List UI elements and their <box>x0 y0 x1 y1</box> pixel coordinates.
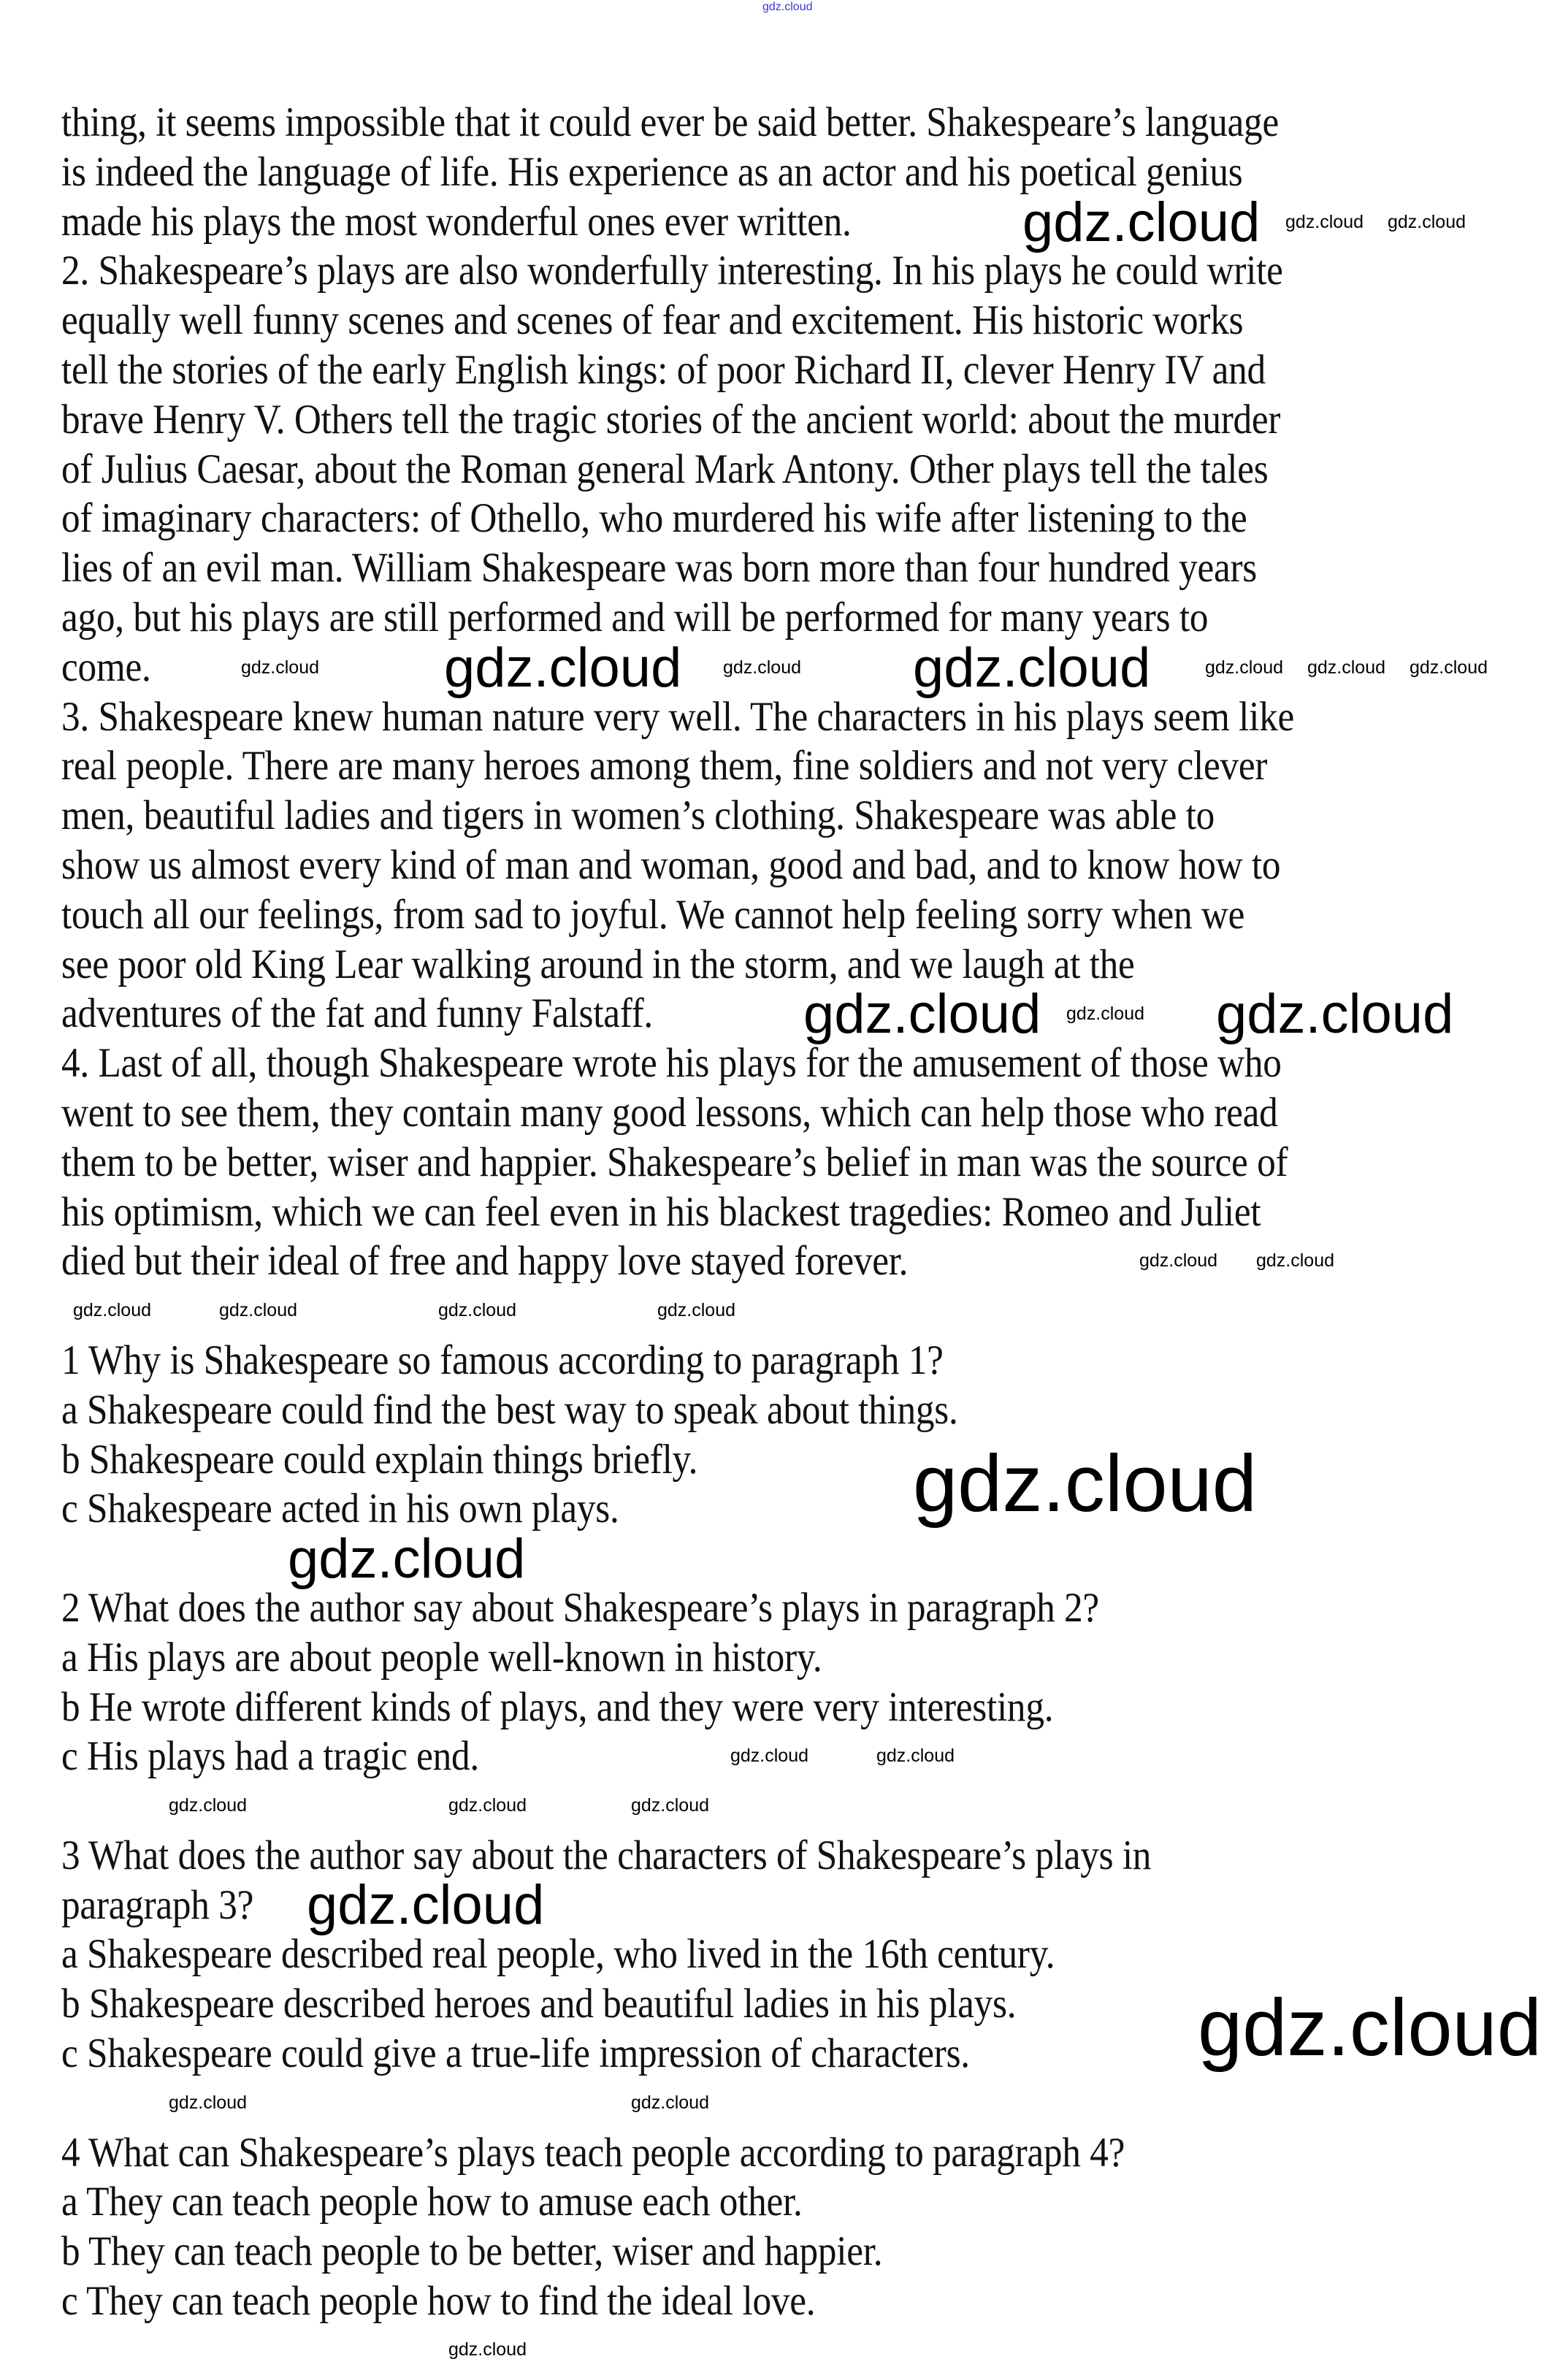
passage-line: real people. There are many heroes among them, fine soldiers and not very clever <box>61 743 1268 790</box>
answer-option-c: c Shakespeare could give a true-life impression of characters. <box>61 2030 970 2077</box>
question-4 <box>61 2128 1522 2326</box>
answer-option-c: c His plays had a tragic end. <box>61 1733 479 1780</box>
watermark: gdz.cloud <box>448 1795 527 1816</box>
answer-option-c: c They can teach people how to find the ideal love. <box>61 2278 816 2325</box>
question-text: 2 What does the author say about Shakespeare’s plays in paragraph 2? <box>61 1584 1099 1631</box>
watermark: gdz.cloud <box>1066 1003 1145 1024</box>
watermark: gdz.cloud <box>169 2092 248 2113</box>
watermark: gdz.cloud <box>448 2339 527 2360</box>
watermark: gdz.cloud <box>1022 191 1261 253</box>
answer-option-a: a His plays are about people well-known in history. <box>61 1634 822 1681</box>
watermark: gdz.cloud <box>444 637 682 699</box>
passage-line: tell the stories of the early English kings: of poor Richard II, clever Henry IV and <box>61 346 1266 393</box>
passage-line: ago, but his plays are still performed and will be performed for many years to <box>61 594 1209 641</box>
passage-line: equally well funny scenes and scenes of fear and excitement. His historic works <box>61 297 1244 344</box>
watermark: gdz.cloud <box>1410 657 1488 678</box>
answer-option-c: c Shakespeare acted in his own plays. <box>61 1486 619 1532</box>
watermark: gdz.cloud <box>219 1300 298 1320</box>
passage-line: men, beautiful ladies and tigers in women’s clothing. Shakespeare was able to <box>61 792 1215 839</box>
watermark: gdz.cloud <box>1216 983 1454 1045</box>
passage-line: 2. Shakespeare’s plays are also wonderfully interesting. In his plays he could write <box>61 248 1283 294</box>
answer-option-a: a Shakespeare described real people, who lived in the 16th century. <box>61 1931 1055 1978</box>
watermark: gdz.cloud <box>288 1528 526 1590</box>
passage-line: went to see them, they contain many good lessons, which can help those who read <box>61 1089 1278 1136</box>
answer-option-a: a They can teach people how to amuse each other. <box>61 2179 803 2225</box>
watermark: gdz.cloud <box>913 637 1151 699</box>
passage-line: touch all our feelings, from sad to joyful. We cannot help feeling sorry when we <box>61 891 1245 938</box>
passage-line: adventures of the fat and funny Falstaff. <box>61 990 653 1037</box>
watermark: gdz.cloud <box>631 2092 710 2113</box>
passage-line: made his plays the most wonderful ones ever written. <box>61 198 852 245</box>
passage-line: 3. Shakespeare knew human nature very well. The characters in his plays seem like <box>61 693 1295 740</box>
question-text: 4 What can Shakespeare’s plays teach people according to paragraph 4? <box>61 2129 1125 2176</box>
watermark: gdz.cloud <box>723 657 802 678</box>
question-1 <box>61 1336 1522 1534</box>
watermark: gdz.cloud <box>169 1795 248 1816</box>
answer-option-a: a Shakespeare could find the best way to speak about things. <box>61 1386 958 1433</box>
watermark: gdz.cloud <box>1388 212 1466 232</box>
passage-line: thing, it seems impossible that it could ever be said better. Shakespeare’s language <box>61 99 1279 145</box>
watermark: gdz.cloud <box>1139 1250 1218 1271</box>
passage-line: brave Henry V. Others tell the tragic stories of the ancient world: about the murder <box>61 396 1281 443</box>
watermark: gdz.cloud <box>657 1300 736 1320</box>
watermark: gdz.cloud <box>631 1795 710 1816</box>
passage-line: come. <box>61 643 151 690</box>
question-text: paragraph 3? <box>61 1881 254 1928</box>
passage-line: them to be better, wiser and happier. Shakespeare’s belief in man was the source of <box>61 1139 1288 1185</box>
watermark: gdz.cloud <box>762 1 813 13</box>
watermark: gdz.cloud <box>438 1300 517 1320</box>
answer-option-b: b He wrote different kinds of plays, and they were very interesting. <box>61 1683 1054 1730</box>
watermark: gdz.cloud <box>1198 1983 1542 2073</box>
passage-line: died but their ideal of free and happy love stayed forever. <box>61 1238 909 1285</box>
passage-line: his optimism, which we can feel even in his blackest tragedies: Romeo and Juliet <box>61 1188 1261 1235</box>
watermark: gdz.cloud <box>876 1746 955 1766</box>
question-text: 3 What does the author say about the characters of Shakespeare’s plays in <box>61 1832 1152 1878</box>
question-text: 1 Why is Shakespeare so famous according to paragraph 1? <box>61 1337 944 1383</box>
answer-option-b: b They can teach people to be better, wiser and happier. <box>61 2228 883 2275</box>
passage-line: of Julius Caesar, about the Roman general Mark Antony. Other plays tell the tales <box>61 446 1269 492</box>
watermark: gdz.cloud <box>1307 657 1386 678</box>
watermark: gdz.cloud <box>913 1439 1257 1529</box>
passage-line: 4. Last of all, though Shakespeare wrote his plays for the amusement of those who <box>61 1040 1282 1087</box>
answer-option-b: b Shakespeare could explain things briefly. <box>61 1436 698 1483</box>
answer-option-b: b Shakespeare described heroes and beautiful ladies in his plays. <box>61 1981 1017 2027</box>
passage-line: lies of an evil man. William Shakespeare was born more than four hundred years <box>61 545 1257 592</box>
watermark: gdz.cloud <box>73 1300 152 1320</box>
watermark: gdz.cloud <box>307 1874 545 1936</box>
passage-line: show us almost every kind of man and woman, good and bad, and to know how to <box>61 841 1281 888</box>
watermark: gdz.cloud <box>1285 212 1364 232</box>
watermark: gdz.cloud <box>730 1746 809 1766</box>
passage-line: see poor old King Lear walking around in the storm, and we laugh at the <box>61 941 1135 987</box>
reading-passage <box>61 98 1522 1286</box>
passage-line: is indeed the language of life. His experience as an actor and his poetical genius <box>61 148 1243 195</box>
watermark: gdz.cloud <box>803 983 1041 1045</box>
passage-line: of imaginary characters: of Othello, who murdered his wife after listening to the <box>61 495 1247 542</box>
watermark: gdz.cloud <box>1205 657 1284 678</box>
watermark: gdz.cloud <box>1256 1250 1335 1271</box>
watermark: gdz.cloud <box>241 657 320 678</box>
